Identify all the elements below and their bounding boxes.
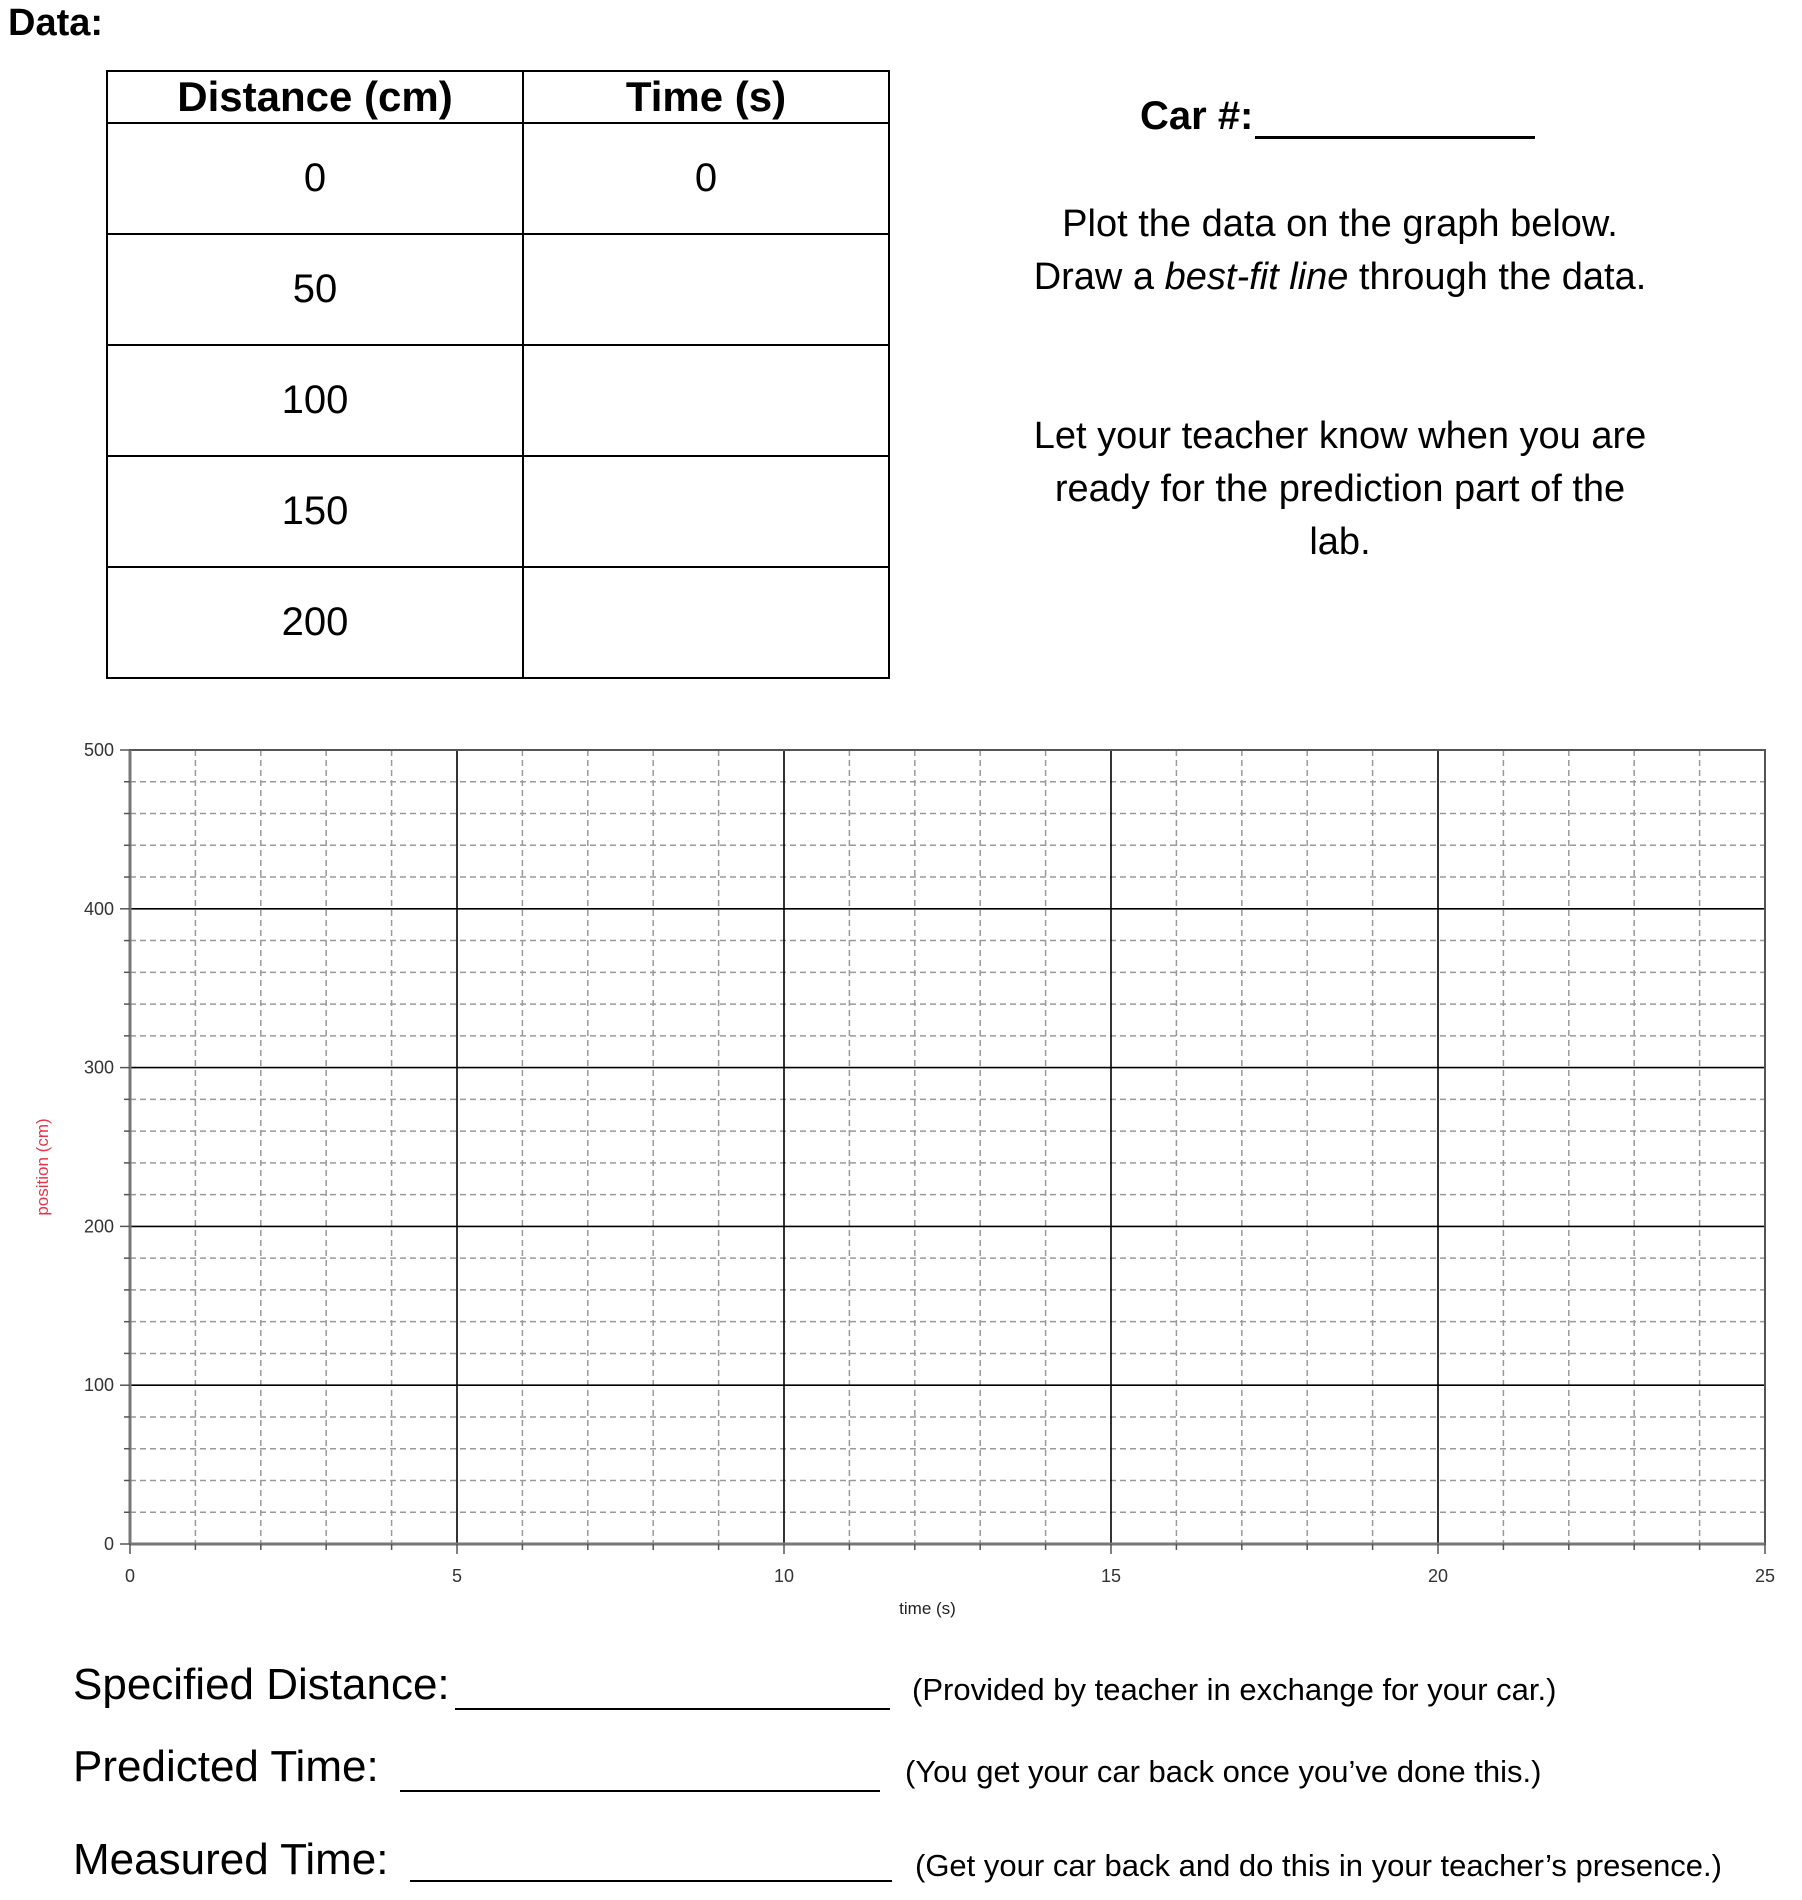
y-tick-label: 200	[83, 1216, 114, 1237]
distance-column-header: Distance (cm)	[107, 71, 523, 123]
y-tick-label: 300	[83, 1057, 114, 1078]
table-row	[107, 456, 889, 567]
table-row	[107, 234, 889, 345]
distance-cell: 0	[107, 123, 523, 234]
x-tick-label: 20	[1427, 1566, 1449, 1586]
car-number-blank[interactable]	[1255, 136, 1535, 139]
data-table	[106, 70, 890, 679]
time-column-header: Time (s)	[523, 71, 889, 123]
predicted-time-label: Predicted Time:	[73, 1742, 379, 1791]
instructions-plot	[1020, 198, 1660, 304]
distance-cell: 100	[107, 345, 523, 456]
y-tick-label: 400	[83, 898, 114, 919]
instructions-plot-start: Plot the data on the graph below. Draw a	[1033, 203, 1618, 298]
specified-distance-note: (Provided by teacher in exchange for your car.)	[912, 1672, 1557, 1707]
time-cell[interactable]	[523, 567, 889, 678]
y-tick-label: 0	[103, 1534, 114, 1554]
y-tick-label: 500	[83, 740, 114, 760]
predicted-time-note: (You get your car back once you’ve done this.)	[905, 1754, 1542, 1789]
time-cell[interactable]	[523, 234, 889, 345]
x-tick-label: 0	[124, 1566, 136, 1586]
x-tick-label: 25	[1754, 1566, 1776, 1586]
measured-time-blank[interactable]	[410, 1880, 892, 1882]
instructions-plot-end: through the data.	[1348, 256, 1647, 298]
table-row	[107, 567, 889, 678]
distance-cell: 50	[107, 234, 523, 345]
x-tick-label: 5	[451, 1566, 463, 1586]
car-number-label: Car #:	[1140, 94, 1254, 138]
time-cell[interactable]	[523, 456, 889, 567]
predicted-time-blank[interactable]	[400, 1790, 880, 1792]
x-tick-label: 10	[773, 1566, 795, 1586]
instructions-plot-emphasis: best-fit line	[1164, 256, 1349, 298]
time-cell[interactable]	[523, 345, 889, 456]
table-row	[107, 345, 889, 456]
x-axis-label: time (s)	[899, 1599, 956, 1618]
plot-frame	[130, 750, 1765, 1544]
position-time-graph	[0, 730, 1802, 1640]
table-header-row	[107, 71, 889, 123]
instructions-teacher: Let your teacher know when you are ready for the prediction part of the lab.	[1033, 415, 1647, 563]
specified-distance-blank[interactable]	[455, 1708, 890, 1710]
x-tick-label: 15	[1100, 1566, 1122, 1586]
time-cell[interactable]: 0	[523, 123, 889, 234]
table-row	[107, 123, 889, 234]
distance-cell: 150	[107, 456, 523, 567]
page-heading: Data:	[8, 2, 104, 44]
distance-cell: 200	[107, 567, 523, 678]
measured-time-note: (Get your car back and do this in your teacher’s presence.)	[915, 1848, 1722, 1883]
y-tick-label: 100	[83, 1375, 114, 1396]
specified-distance-label: Specified Distance:	[73, 1660, 450, 1709]
measured-time-label: Measured Time:	[73, 1835, 389, 1884]
y-axis-label: position (cm)	[33, 1118, 52, 1216]
